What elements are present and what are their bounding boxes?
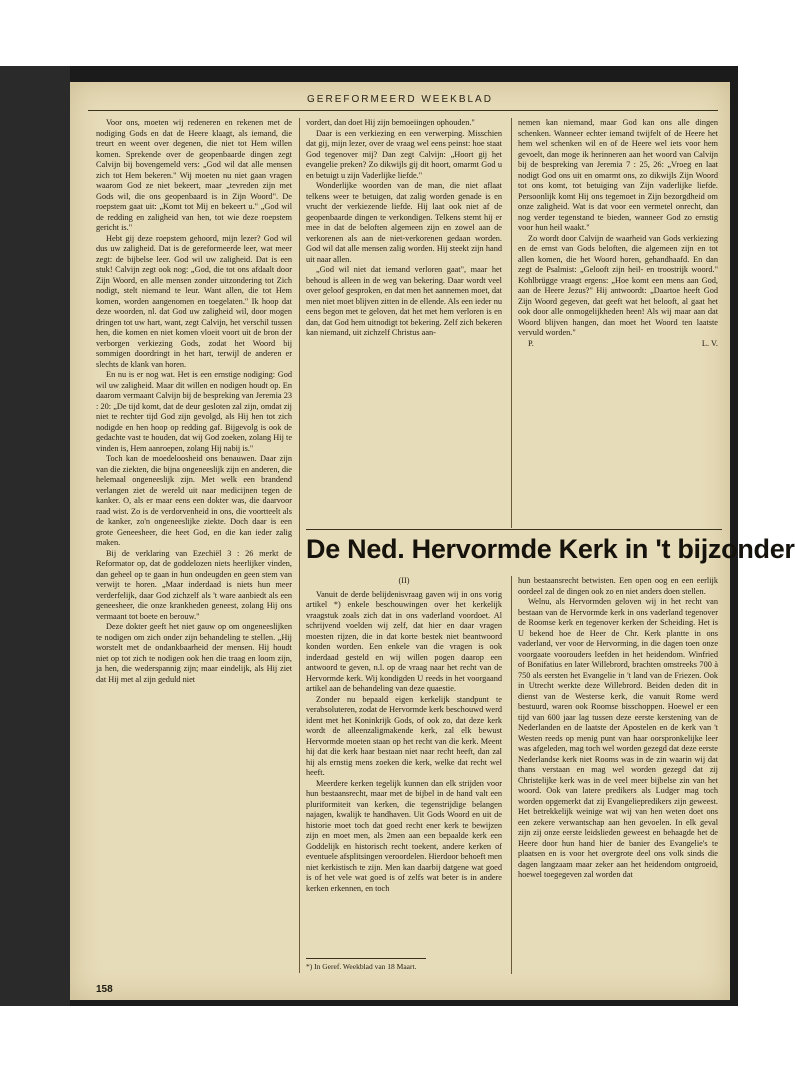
paragraph: Meerdere kerken tegelijk kunnen dan elk strijden voor hun bestaansrecht, maar met de bijbel in de hand valt een pluriformiteit van kerken, die tegenstrijdige belangen najagen, kwalijk te handhaven. Uit Gods Woord en uit de historie moet toch dat goed recht ener kerk te bewijzen zijn en moet men, als 2men aan een bepaalde kerk een Goddelijk en historisch recht toekent, andere kerken of eventuele afsplitsingen veroordelen. Hierdoor behoeft men niet kerkistisch te zijn. Men kan daarbij datgene wat goed is of het vele wat goed is of zelfs wat beter is in andere kerken erkennen, en toch	[306, 778, 502, 893]
column-4	[306, 576, 502, 960]
article-headline: De Ned. Hervormde Kerk in 't bijzonder	[306, 534, 795, 564]
paragraph: vordert, dan doet Hij zijn bemoeiingen ophouden."	[306, 118, 475, 127]
column-divider	[511, 118, 512, 528]
paragraph: En nu is er nog wat. Het is een ernstige nodiging: God wil uw zaligheid. Maar dit willen en nodigen houdt op. En daarom vermaant Calvijn bij de bespreking van Jeremia 23 : 20: „De tijd komt, dat de deur gesloten zal zijn, omdat zij niet te rechter tijd God zijn gevolgd, als Hij hen tot zich nodigde en hen hoop op redding gaf. Bijgevolg is ook de gedachte vast te houden, dat wij God zoeken, zolang Hij te vinden is, Hem aanroepen, zolang Hij nabij is."	[96, 370, 292, 453]
paragraph: Toch kan de moedeloosheid ons benauwen. Daar zijn van die ziekten, die bijna ongeneeslijk zijn en anderen, die helemaal ongeneeslijk zijn. Met welk een brandend verlangen ziet de wereld uit naar medicijnen tegen de kanker. O, als er maar eens een dokter was, die daarvoor raad wist. Zo is de verdorvenheid in ons, die voortteelt als de kanker, zo'n ongeneeslijke ziekte. Doch daar is een grote Geneesheer, die heet God, en die kan ieder zalig maken.	[96, 454, 292, 547]
article-top-rule	[306, 529, 722, 530]
paragraph: Wonderlijke woorden van de man, die niet aflaat telkens weer te betuigen, dat zalig worden genade is en vrucht der verkiezende liefde. Hij laat ook niet af de geopenbaarde dingen te verkondigen. Telkens stemt hij er mee in dat de beloften algemeen zijn en zowel aan de verkorenen als aan de niet-verkorenen gedaan worden. God wil dat alle mensen zalig worden. Hij steekt zijn hand uit naar allen.	[306, 181, 502, 264]
paragraph: Bij de verklaring van Ezechiël 3 : 26 merkt de Reformator op, dat de goddelozen niets heerlijker vinden, dan geheel op te gaan in hun ondeugden en geen stem van verwijt te horen. „Maar inderdaad is niets hun meer verderfelijk, daar God zichzelf als 't ware aanbiedt als een geneesheer, die onze krankheden geneest, zolang Hij ons vermaant tot boete en berouw."	[96, 548, 292, 621]
column-3	[518, 118, 718, 528]
running-head: GEREFORMEERD WEEKBLAD	[307, 94, 493, 105]
article-part: (II)	[398, 576, 410, 585]
column-5	[518, 576, 718, 976]
header-rule	[88, 110, 718, 111]
signature-left: P.	[528, 338, 534, 348]
paragraph: Zo wordt door Calvijn de waarheid van Gods verkiezing en de ernst van Gods beloften, die algemeen zijn en tot allen komen, die het Woord horen, gehandhaafd. En dan zegt de Psalmist: „Gelooft zijn heil- en troostrijk woord." Kohlbrügge vraagt ergens: „Hoe komt een mens aan God, aan de Heere Jezus?" Hij antwoordt: „Daartoe heeft God Zijn Woord gegeven, dat geeft wat het belooft, al gaat het ook door alle onmogelijkheden heen! Als wij maar aan dat Woord blijven hangen, dan moet het Woord ten laatste vervuld worden."	[518, 233, 718, 337]
paragraph: nemen kan niemand, maar God kan ons alle dingen schenken. Wanneer echter iemand twijfelt of de Heere het hem wel schenken wil en of de Heere wel iets voor hem gevoelt, dan moge ik herinneren aan het woord van Calvijn bij de bespreking van Jeremia 7 : 25, 26: „Vroeg en laat nodigt God ons uit en omarmt ons, zo dikwijls Zijn Woord tot ons komt, tot betuiging van Zijn vaderlijke liefde. Persoonlijk komt Hij ons tegemoet in Zijn bezorgdheid om onze zaligheid. Wat is dat voor een vermetel onrecht, dan nog verder tegenstand te bieden, wanneer God zo ernstig voor hun heil waakt."	[518, 118, 718, 232]
paragraph: Vanuit de derde belijdenisvraag gaven wij in ons vorig artikel *) enkele beschouwingen over het kerkelijk vraagstuk zoals zich dat in ons vaderland voordoet. Al schrijvend voelden wij zelf, dat hier en daar vragen moesten rijzen, die in dat korte bestek niet beantwoord konden worden. Een enkele van die vragen is ook inderdaad gesteld en wij willen pogen daarop een antwoord te geven, n.l. op de vraag naar het recht van de Hervormde kerk. Wij kondigden U reeds in het voorgaand artikel aan de behandeling van deze quaestie.	[306, 589, 502, 693]
paragraph: Voor ons, moeten wij redeneren en rekenen met de nodiging Gods en dat de Heere klaagt, als iemand, die treurt en weent over degenen, die niet tot Hem willen komen. Sprekende over de geopenbaarde dingen zegt Calvijn bij bovengemeld vers: „God wil dat alle mensen zich tot Hem bekeren." Wij moeten nu niet gaan vragen waarom God ze niet bekeert, maar „tevreden zijn met Gods wil, die ons geopenbaard is in Zijn Woord". De roepstem gaat uit: „Komt tot Mij en bekeert u." „God wil de redding en zaligheid van hen, tot wie deze roepstem gericht is."	[96, 118, 292, 232]
column-divider	[511, 576, 512, 974]
footnote: *) In Geref. Weekblad van 18 Maart.	[306, 962, 417, 971]
signature-right: L. V.	[701, 338, 718, 348]
paragraph: Daar is een verkiezing en een verwerping. Misschien dat gij, mijn lezer, over de vraag wel eens peinst: hoe staat God tegenover mij? Dan zegt Calvijn: „Hoort gij het evangelie preken? Zo dikwijls gij dit hoort, omarmt God u en betuigt u zijn Vaderlijke liefde."	[306, 128, 502, 180]
paragraph: Deze dokter geeft het niet gauw op om ongeneeslijken te nodigen om zich onder zijn behandeling te stellen. „Hij worstelt met de ondankbaarheid der mensen. Hij houdt niet op tot zich te nodigen ook hen die traag en loom zijn, ja hen, die wederspannig zijn; maar eindelijk, als Hij ziet dat Hij met al zijn geduld niet	[96, 622, 292, 684]
paragraph: „God wil niet dat iemand verloren gaat", maar het behoud is alleen in de weg van bekering. Daar wordt veel over geloof gesproken, en dat men het aannemen moet, dat men niet moet blijven zitten in de ellende. Als een ieder nu eens begon met te geloven, dat het met hem verloren is en dan, dat God hem uitnodigt tot bekering. Zelf zich bekeren kan niemand, uit zichzelf Christus aan-	[306, 265, 502, 337]
paragraph: Zonder nu bepaald eigen kerkelijk standpunt te verabsoluteren, zodat de Hervormde kerk beschouwd werd ident met het Koninkrijk Gods, of ook zo, dat deze kerk wordt de alleenzaligmakende kerk, zal elk bewust Hervormde moeten staan op het recht van die kerk. Meent hij dat die kerk haar bestaan niet naar recht heeft, dan zal hij als ernstig mens zoeken die kerk, welke dat recht wel heeft.	[306, 694, 502, 777]
paragraph: Welnu, als Hervormden geloven wij in het recht van bestaan van de Hervormde kerk in ons vaderland tegenover de Roomse kerk en tegenover kerken der Scheiding. Het is U bekend hoe de Heer de Chr. Kerk plantte in ons vaderland, ver voor de Hervorming, in die dagen toen onze voorgaate voorouders leefden in het heidendom. Winfried of Bonifatius en later Willebrord, brachten omstreeks 700 à 750 als eersten het Evangelie in 't land van de Friezen. Ook in Utrecht werkte deze Willebrord. Beiden deden dit in dienst van de Westerse kerk, die vanuit Rome werd bestuurd, waren ook Roomse bisschoppen. Hoewel er een tijd van 600 jaar lag tussen deze eerste kerstening van de Nederlanden en de laatste der Apostelen en de kerk van 't Westen reeds op menig punt van haar oorspronkelijke leer was afgeleden, mag toch wel worden gezegd dat deze eerste Nederlandse kerk niet Rooms was in de zin waarin wij dat thans verstaan en mag wel worden gezegd dat zij Christelijke kerk was in de veel meer bijbelse zin van het woord. Ook van latere predikers als Ludger mag toch worden opgemerkt dat zij Evangeliepredikers zijn geweest. Het betrekkelijk weinige wat wij van hen weten doet ons een zekere verwantschap aan hen gevoelen. In elk geval zijn zij onze eerste leidslieden geweest en behaagde het de Heere door hun hand hier de banier des Evangelie's te plaatsen en is voor het overgrote deel ons volk sinds die dagen langzaam maar zeker aan het heidendom ontgroeid, hoewel toegegeven zal worden dat	[518, 597, 718, 879]
column-divider	[299, 118, 300, 973]
signature	[518, 339, 718, 350]
column-2	[306, 118, 502, 528]
column-1	[96, 118, 292, 973]
paragraph: hun bestaansrecht betwisten. Een open oog en een eerlijk oordeel zal de dingen ook zo en niet anders doen stellen.	[518, 576, 718, 596]
paragraph: Hebt gij deze roepstem gehoord, mijn lezer? God wil dus uw zaligheid. Dat is de gereformeerde leer, wat meer zegt: de bijbelse leer. God wil uw zaligheid. Dat is een stuk! Calvijn zegt ook nog: „God, die tot ons afdaalt door Zijn Woord, en alle mensen zonder uitzondering tot Zich nodigt, stelt niemand te leur. Want allen, die tot Hem komen, worden aangenomen en toegelaten." Ik hoop dat deze woorden, nl. dat God uw zaligheid wil, door mogen dringen tot uw hart, want, zegt Calvijn, het verschil tussen hen, die komen en niet komen vloeit voort uit de bron der verborgen verkiezing Gods, zodat het Woord bij sommigen doordringt in het hart, terwijl de anderen er slechts de klank van horen.	[96, 233, 292, 369]
footnote-rule	[306, 958, 426, 959]
scan-left-edge	[0, 66, 70, 1006]
newspaper-page	[70, 82, 795, 1000]
page-number: 158	[96, 984, 113, 995]
